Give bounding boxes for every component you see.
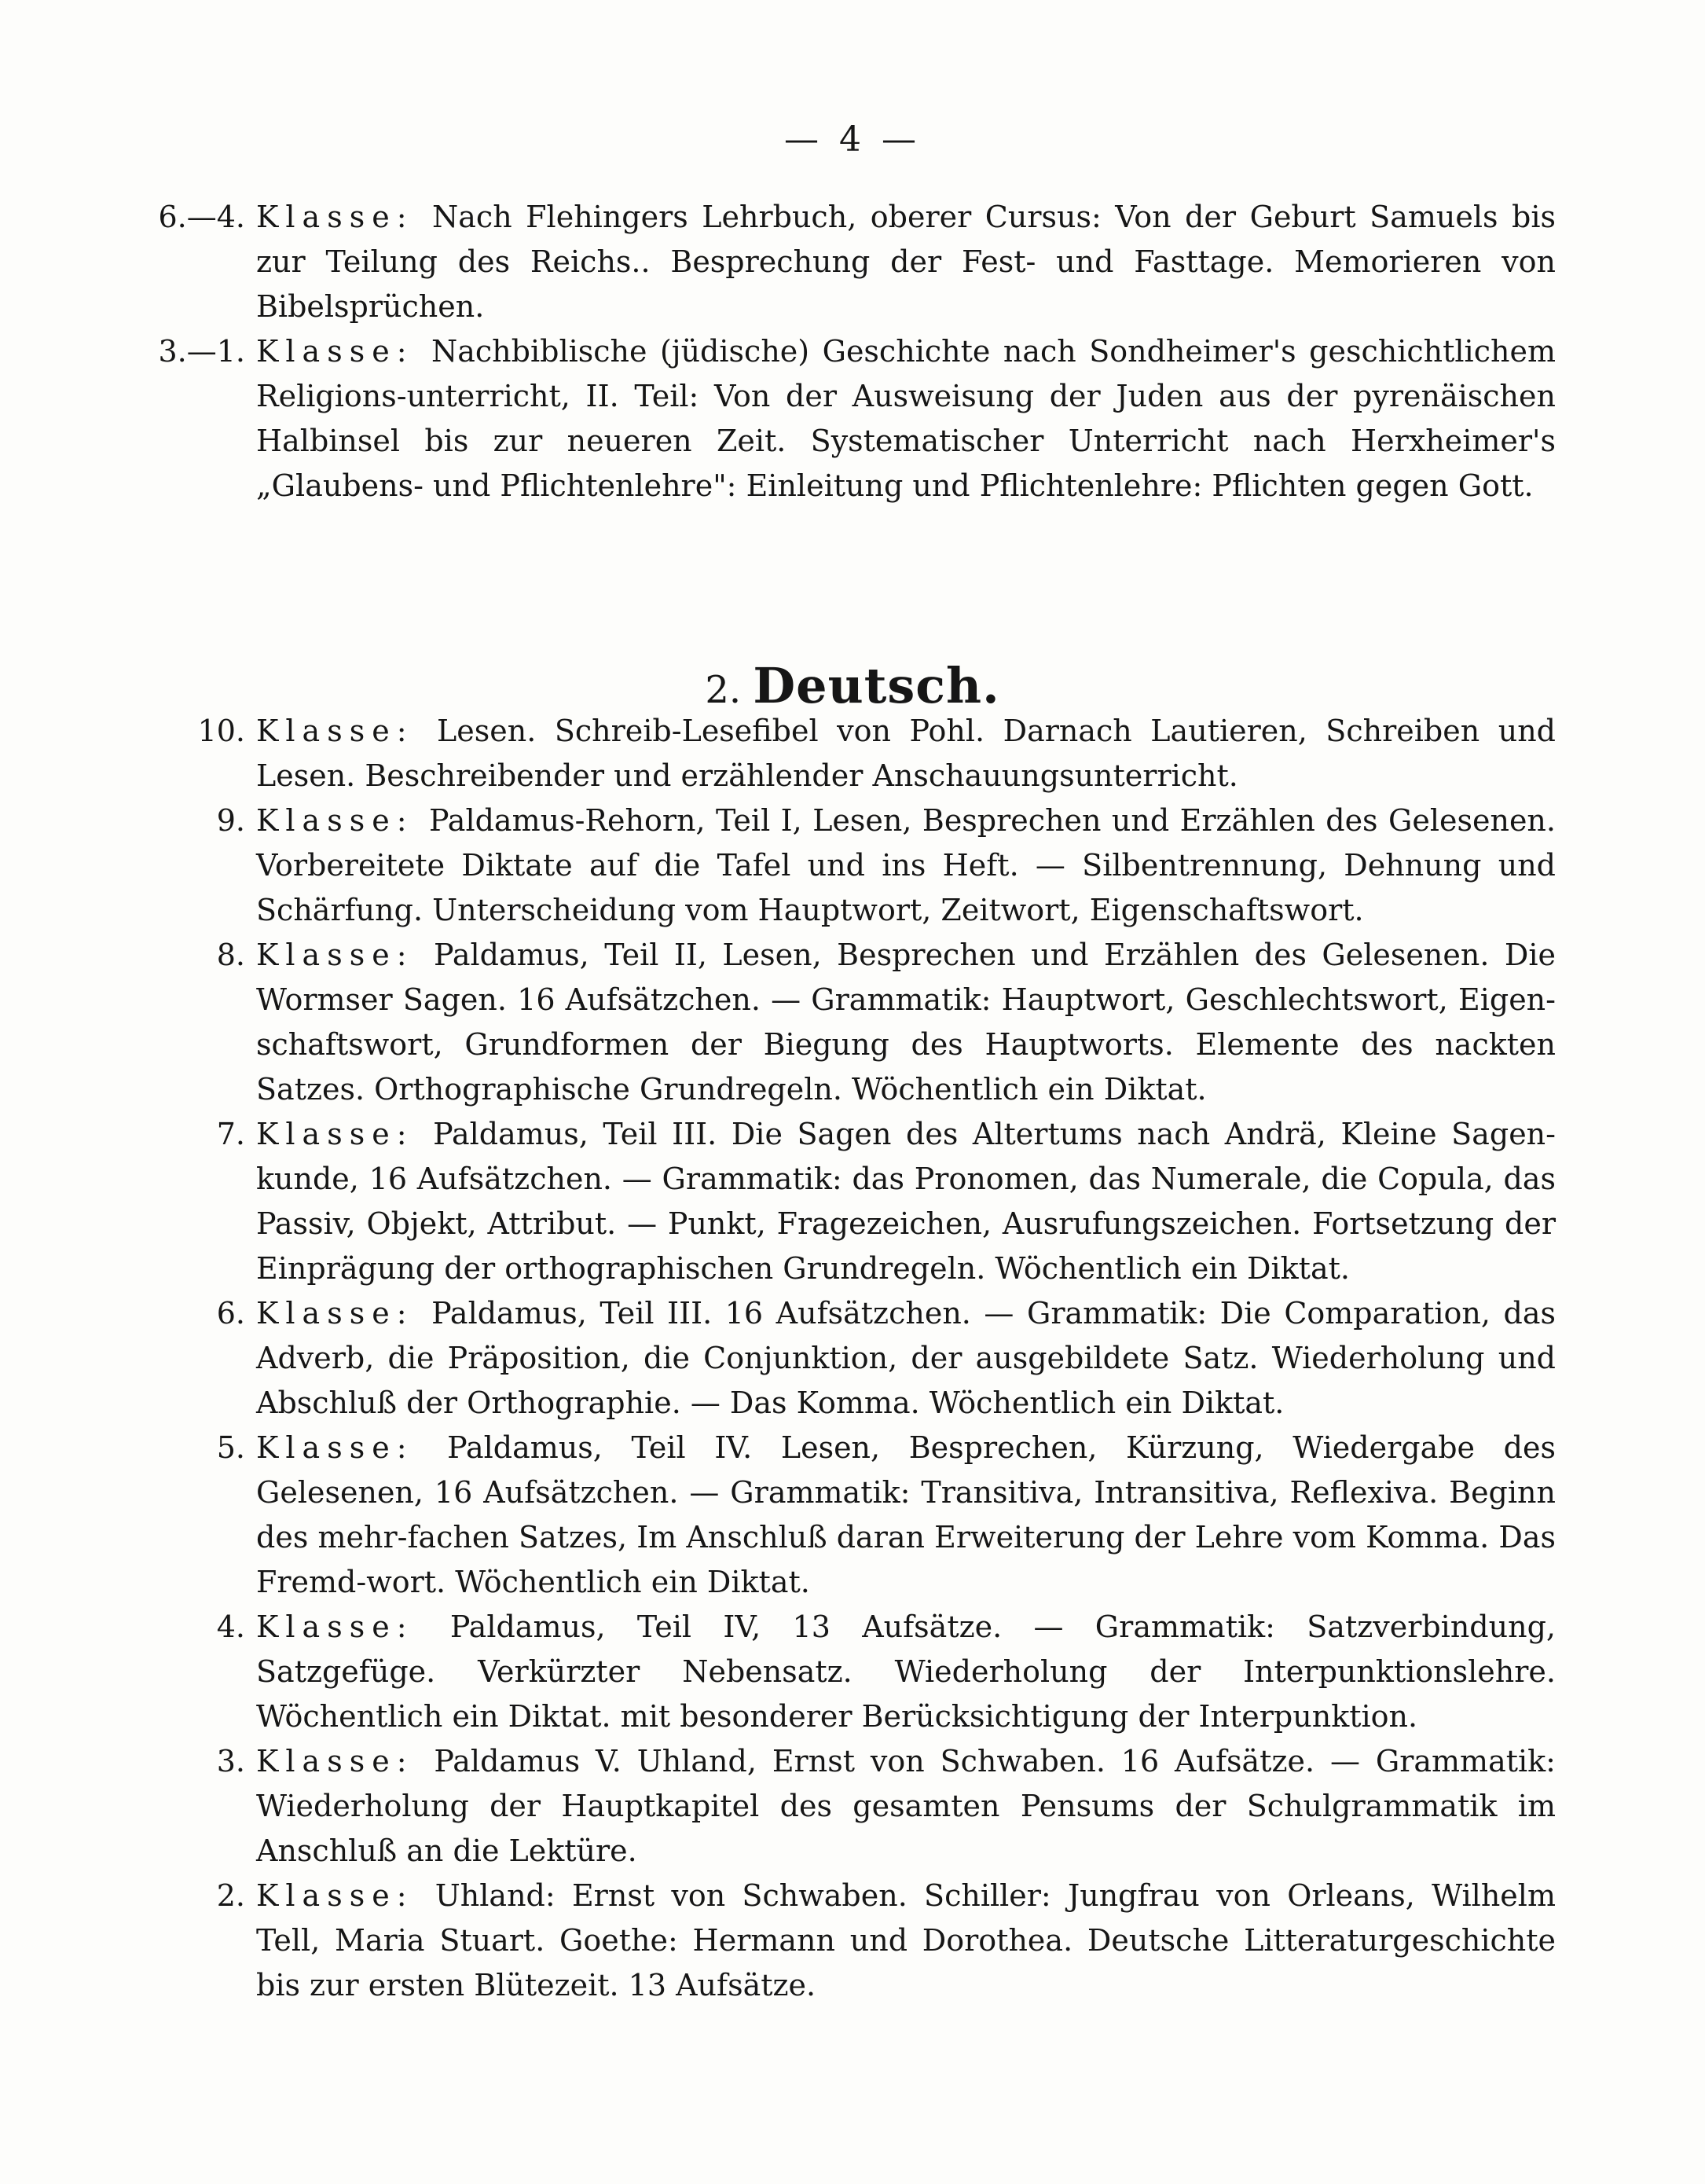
klasse-label: Klasse: [256, 1610, 414, 1644]
section-number: 2. [705, 668, 742, 712]
klasse-label: Klasse: [256, 1430, 414, 1465]
entry-text: Paldamus, Teil IV. Lesen, Besprechen, Kürzung, Wiedergabe des Gelesenen, 16 Aufsätzchen. — Grammatik: Transitiva, Intransitiva, Reflexiva. Beginn des mehr-fachen Satzes, Im Anschluß daran Erweiterung der Lehre vom Komma. Das Fremd-wort. Wöchentlich ein Diktat. [256, 1430, 1556, 1599]
deutsch-entry [141, 1426, 1556, 1605]
klasse-label: Klasse: [256, 1296, 414, 1331]
deutsch-entry [141, 798, 1556, 933]
klasse-label: Klasse: [256, 334, 414, 369]
entry-text: Paldamus, Teil II, Lesen, Besprechen und Erzählen des Gelesenen. Die Wormser Sagen. 16 Aufsätzchen. — Grammatik: Hauptwort, Geschlechtswort, Eigen-schaftswort, Grundformen der Biegung des Hauptworts. Elemente des nackten Satzes. Orthographische Grundregeln. Wöchentlich ein Diktat. [256, 938, 1556, 1107]
klasse-label: Klasse: [256, 200, 414, 234]
deutsch-entry [141, 1291, 1556, 1426]
page-number: — 4 — [784, 119, 921, 160]
entry-class-number: 5. [216, 1430, 245, 1465]
section-heading-deutsch [0, 657, 1705, 714]
deutsch-section [141, 709, 1556, 2008]
religion-entry [141, 329, 1556, 508]
entry-text: Paldamus V. Uhland, Ernst von Schwaben. 16 Aufsätze. — Grammatik: Wiederholung der Hauptkapitel des gesamten Pensums der Schulgrammatik im Anschluß an die Lektüre. [256, 1744, 1556, 1868]
klasse-label: Klasse: [256, 1117, 414, 1151]
deutsch-entry [141, 709, 1556, 798]
section-title: Deutsch. [753, 657, 1000, 714]
entry-class-range: 3.—1. [158, 334, 245, 369]
deutsch-entry [141, 1605, 1556, 1739]
entry-class-number: 9. [216, 803, 245, 838]
deutsch-entry [141, 1112, 1556, 1291]
entry-class-number: 7. [216, 1117, 245, 1151]
entry-text: Paldamus-Rehorn, Teil I, Lesen, Besprechen und Erzählen des Gelesenen. Vorbereitete Diktate auf die Tafel und ins Heft. — Silbentrennung, Dehnung und Schärfung. Unterscheidung vom Hauptwort, Zeitwort, Eigenschaftswort. [256, 803, 1556, 927]
klasse-label: Klasse: [256, 1744, 414, 1778]
klasse-label: Klasse: [256, 714, 414, 748]
klasse-label: Klasse: [256, 803, 414, 838]
entry-class-number: 8. [216, 938, 245, 972]
klasse-label: Klasse: [256, 938, 414, 972]
entry-class-number: 6. [216, 1296, 245, 1331]
entry-text: Paldamus, Teil III. 16 Aufsätzchen. — Grammatik: Die Comparation, das Adverb, die Präposition, die Conjunktion, der ausgebildete Satz. Wiederholung und Abschluß der Orthographie. — Das Komma. Wöchentlich ein Diktat. [256, 1296, 1556, 1420]
entry-class-number: 10. [197, 714, 245, 748]
religion-section [141, 195, 1556, 508]
entry-class-number: 3. [216, 1744, 245, 1778]
religion-entry [141, 195, 1556, 329]
entry-class-number: 2. [216, 1878, 245, 1913]
deutsch-entry [141, 1874, 1556, 2008]
entry-class-number: 4. [216, 1610, 245, 1644]
entry-text: Paldamus, Teil IV, 13 Aufsätze. — Grammatik: Satzverbindung, Satzgefüge. Verkürzter Nebensatz. Wiederholung der Interpunktionslehre. Wöchentlich ein Diktat. mit besonderer Berücksichtigung der Interpunktion. [256, 1610, 1556, 1734]
entry-text: Nachbiblische (jüdische) Geschichte nach Sondheimer's geschichtlichem Religions-unterricht, II. Teil: Von der Ausweisung der Juden aus der pyrenäischen Halbinsel bis zur neueren Zeit. Systematischer Unterricht nach Herxheimer's „Glaubens- und Pflichtenlehre": Einleitung und Pflichtenlehre: Pflichten gegen Gott. [256, 334, 1556, 503]
entry-class-range: 6.—4. [158, 200, 245, 234]
deutsch-entry [141, 933, 1556, 1112]
entry-text: Lesen. Schreib-Lesefibel von Pohl. Darnach Lautieren, Schreiben und Lesen. Beschreibender und erzählender Anschauungsunterricht. [256, 714, 1556, 793]
entry-text: Nach Flehingers Lehrbuch, oberer Cursus: Von der Geburt Samuels bis zur Teilung des Reichs.. Besprechung der Fest- und Fasttage. Memorieren von Bibelsprüchen. [256, 200, 1556, 324]
entry-text: Uhland: Ernst von Schwaben. Schiller: Jungfrau von Orleans, Wilhelm Tell, Maria Stuart. Goethe: Hermann und Dorothea. Deutsche Litteraturgeschichte bis zur ersten Blütezeit. 13 Aufsätze. [256, 1878, 1556, 2002]
klasse-label: Klasse: [256, 1878, 414, 1913]
entry-text: Paldamus, Teil III. Die Sagen des Altertums nach Andrä, Kleine Sagen-kunde, 16 Aufsätzchen. — Grammatik: das Pronomen, das Numerale, die Copula, das Passiv, Objekt, Attribut. — Punkt, Fragezeichen, Ausrufungszeichen. Fortsetzung der Einprägung der orthographischen Grundregeln. Wöchentlich ein Diktat. [256, 1117, 1556, 1286]
deutsch-entry [141, 1739, 1556, 1874]
